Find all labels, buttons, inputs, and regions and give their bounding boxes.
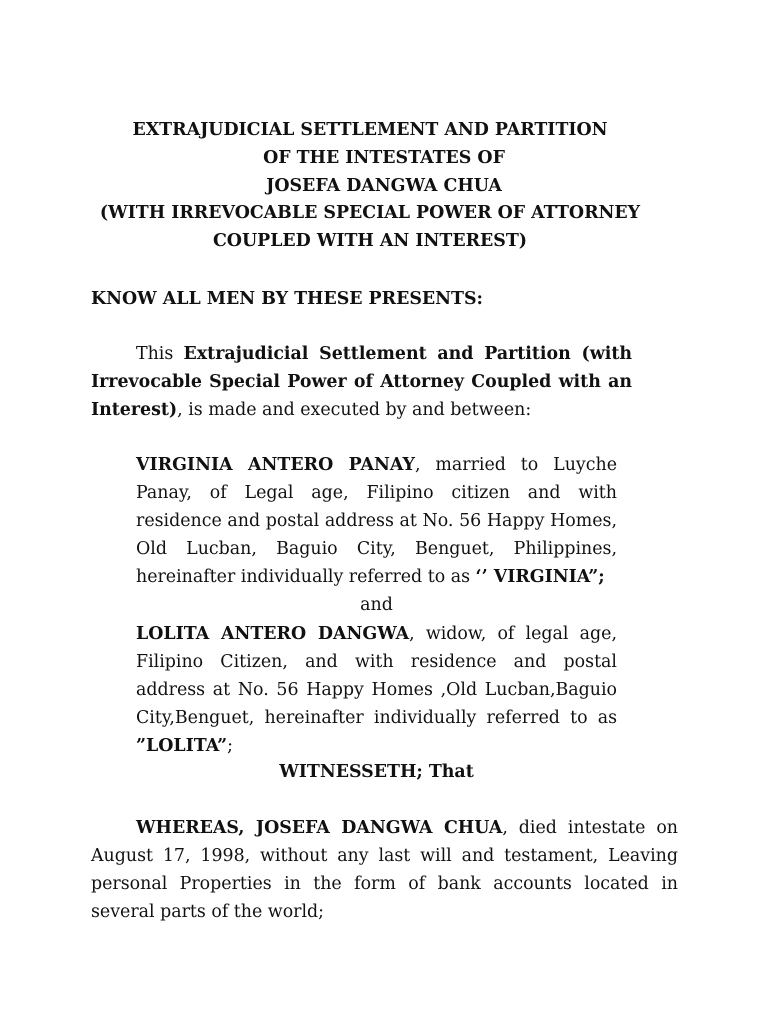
title-line-5: COUPLED WITH AN INTEREST) (212, 231, 528, 252)
title-line-2: OF THE INTESTATES OF (263, 147, 505, 168)
and-connector: and (360, 595, 393, 615)
intro-paragraph (91, 340, 632, 424)
document-title (0, 117, 768, 256)
title-line-1: EXTRAJUDICIAL SETTLEMENT AND PARTITION (132, 120, 608, 140)
know-all-men-heading: KNOW ALL MEN BY THESE PRESENTS: (91, 289, 483, 309)
whereas-paragraph (91, 814, 678, 926)
whereas-text: , died intestate on August 17, 1998, without any last will and testament, Leaving personal Properties in the form of bank accounts located in several parts of the world; (91, 818, 678, 922)
party-lolita-details: , widow, of legal age, Filipino Citizen, and with residence and postal address at No. 56 Happy Homes ,Old Lucban,Baguio City,Benguet, hereinafter individually referred to as (136, 624, 617, 728)
witnesseth-heading: WITNESSETH; That (279, 762, 474, 782)
whereas-lead: WHEREAS, JOSEFA DANGWA CHUA (136, 818, 503, 838)
party-virginia-name: VIRGINIA ANTERO PANAY (136, 455, 415, 475)
intro-document-name: Extrajudicial Settlement and Partition (with Irrevocable Special Power of Attorney Coupled with an Interest) (91, 344, 633, 420)
party-virginia (136, 451, 617, 591)
party-lolita-end: ; (227, 736, 234, 756)
party-lolita-alias: ”LOLITA” (136, 736, 228, 756)
party-virginia-alias: ‘’ VIRGINIA”; (475, 567, 605, 587)
intro-lead: This (136, 344, 174, 364)
title-line-4: (WITH IRREVOCABLE SPECIAL POWER OF ATTORNEY (99, 203, 641, 224)
title-line-3: JOSEFA DANGWA CHUA (266, 175, 502, 196)
party-lolita (136, 620, 617, 760)
party-virginia-details: , married to Luyche Panay, of Legal age, Filipino citizen and with residence and postal address at No. 56 Happy Homes, Old Lucban, Baguio City, Benguet, Philippines, hereinafter individually referred to as (136, 455, 617, 587)
party-lolita-name: LOLITA ANTERO DANGWA (136, 624, 410, 644)
intro-rest: , is made and executed by and between: (177, 400, 532, 420)
